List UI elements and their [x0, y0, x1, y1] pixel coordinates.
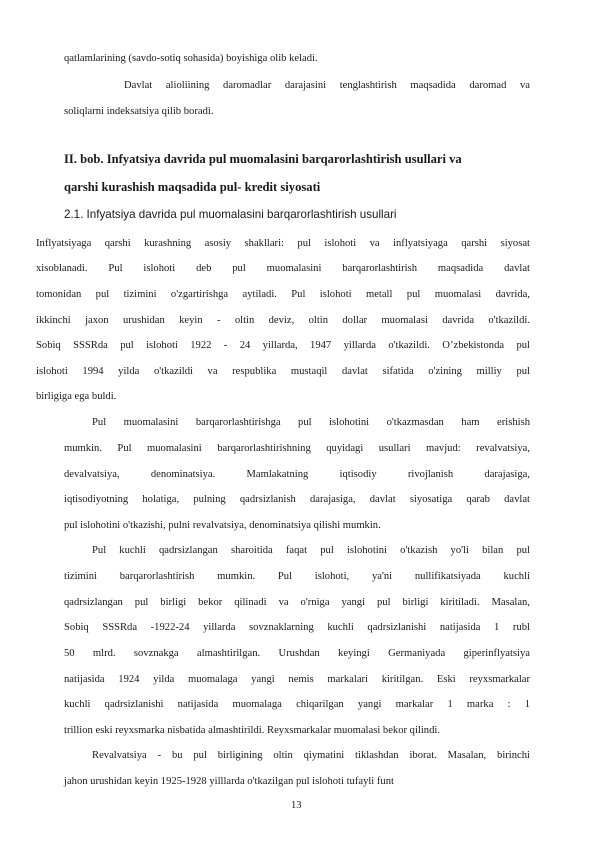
text-line: ikkinchi jaxon urushidan keyin - oltin deviz, oltin dollar muomalasi davrida o'tkazildi. [36, 315, 530, 326]
text-line: islohoti 1994 yilda o'tkazildi va respublika mustaqil davlat sifatida o'zining milliy pul [36, 366, 530, 377]
text-line: natijasida 1924 yilda muomalaga yangi nemis markalari kiritilgan. Eski reyxsmarkalar [64, 674, 530, 685]
text-line: Revalvatsiya - bu pul birligining oltin qiymatini tiklashdan iborat. Masalan, birinchi [92, 750, 530, 761]
section-heading: qarshi kurashish maqsadida pul- kredit siyosati [64, 180, 321, 194]
intro-line: qatlamlarining (savdo-sotiq sohasida) boyishiga olib keladi. [64, 53, 318, 64]
text-line: tizimini barqarorlashtirish mumkin. Pul islohoti, ya'ni nullifikatsiyada kuchli [64, 571, 530, 582]
subsection-heading: 2.1. Infyatsiya davrida pul muomalasini barqarorlashtirish usullari [64, 208, 397, 221]
text-line: Pul kuchli qadrsizlangan sharoitida faqat pul islohotini o'tkazish yo'li bilan pul [92, 545, 530, 556]
intro-line: Davlat alioliining daromadlar darajasini tenglashtirish maqsadida daromad va [124, 80, 530, 91]
text-line: iqtisodiyotning holatiga, pulning qadrsizlanish darajasiga, davlat siyosatiga qarab davlat [64, 494, 530, 505]
text-line: kuchli qadrsizlanishi natijasida muomalaga chiqarilgan yangi markalar 1 marka : 1 [64, 699, 530, 710]
text-line: tomonidan pul tizimini o'zgartirishga aytiladi. Pul islohoti metall pul muomalasi davrida, [36, 289, 530, 300]
section-heading: II. bob. Infyatsiya davrida pul muomalasini barqarorlashtirish usullari va [64, 152, 462, 166]
text-line: Inflyatsiyaga qarshi kurashning asosiy shakllari: pul islohoti va inflyatsiyaga qarshi siyosat [36, 238, 530, 249]
text-line: Sobiq SSSRda -1922-24 yillarda sovznaklarning kuchli qadrsizlanishi natijasida 1 rubl [64, 622, 530, 633]
page-number: 13 [291, 800, 302, 811]
text-line: birligiga ega buldi. [36, 391, 117, 402]
text-line: mumkin. Pul muomalasini barqarorlashtirishning quyidagi usullari mavjud: revalvatsiya, [64, 443, 530, 454]
text-line: pul islohotini o'tkazishi, pulni revalvatsiya, denominatsiya qilishi mumkin. [64, 520, 381, 531]
text-line: 50 mlrd. sovznakga almashtirilgan. Urushdan keyingi Germaniyada giperinflyatsiya [64, 648, 530, 659]
text-line: trillion eski reyxsmarka nisbatida almashtirildi. Reyxsmarkalar muomalasi bekor qilindi. [64, 725, 440, 736]
text-line: xisoblanadi. Pul islohoti deb pul muomalasini barqarorlashtirish maqsadida davlat [36, 263, 530, 274]
intro-line: soliqlarni indeksatsiya qilib boradi. [64, 106, 214, 117]
text-line: qadrsizlangan pul birligi bekor qilinadi va o'rniga yangi pul birligi kiritiladi. Masalan, [64, 597, 530, 608]
text-line: jahon urushidan keyin 1925-1928 yilllarda o'tkazilgan pul islohoti tufayli funt [64, 776, 394, 787]
text-line: devalvatsiya, denominatsiya. Mamlakatning iqtisodiy rivojlanish darajasiga, [64, 469, 530, 480]
text-line: Sobiq SSSRda pul islohoti 1922 - 24 yillarda, 1947 yillarda o'tkazildi. O’zbekistonda pul [36, 340, 530, 351]
text-line: Pul muomalasini barqarorlashtirishga pul islohotini o'tkazmasdan ham erishish [92, 417, 530, 428]
